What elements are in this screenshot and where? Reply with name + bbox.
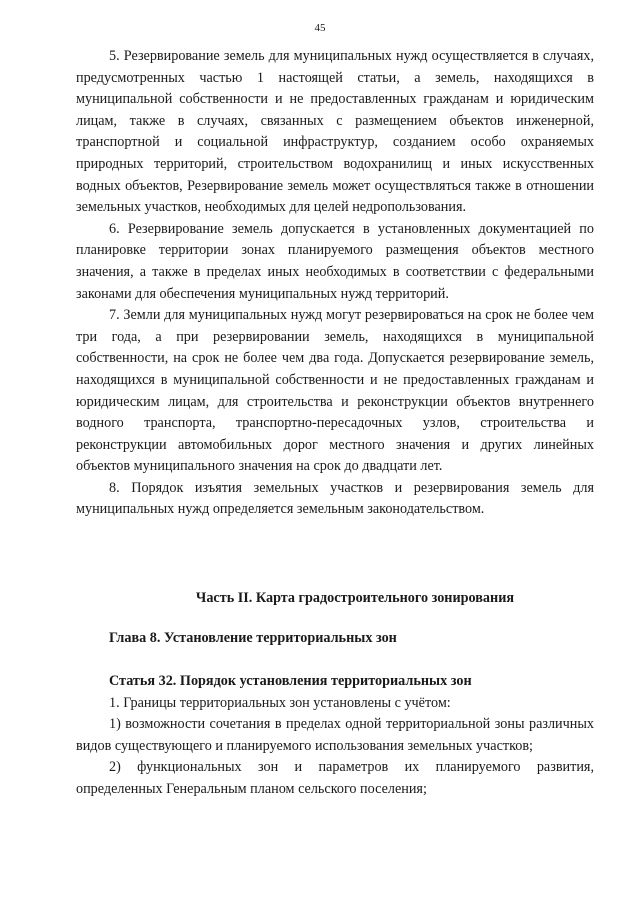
paragraph-7: 7. Земли для муниципальных нужд могут резервироваться на срок не более чем три года, а при резервировании земель, находящихся в муниципальной собственности, на срок не более чем два года. Допускается резервирование земель, находящихся в муниципальной собственности и не предоставленных гражданам и юридическим лицам, для строительства и реконструкции объектов внутреннего водного транспорта, транспортно-пересадочных узлов, строительства и реконструкции автомобильных дорог местного значения и других линейных объектов муниципального значения на срок до двадцати лет.: [76, 307, 594, 475]
chapter-heading: Глава 8. Установление территориальных зон: [109, 630, 397, 646]
part-heading: Часть II. Карта градостроительного зонирования: [195, 590, 515, 606]
article-item-1-2: 2) функциональных зон и параметров их планируемого развития, определенных Генеральным планом сельского поселения;: [76, 759, 594, 797]
paragraph-5: 5. Резервирование земель для муниципальных нужд осуществляется в случаях, предусмотренных частью 1 настоящей статьи, а земель, находящихся в муниципальной собственности и не предоставленных гражданам и юридическим лицам, также в случаях, связанных с размещением объектов инженерной, транспортной и социальной инфраструктур, созданием особо охраняемых природных территорий, строительством водохранилищ и иных искусственных водных объектов, Резервирование земель может осуществляться также в отношении земельных участков, необходимых для целей недропользования.: [76, 48, 594, 216]
body-text: [76, 46, 594, 521]
article-item-1: 1. Границы территориальных зон установлены с учётом:: [109, 694, 451, 711]
article-heading: Статья 32. Порядок установления территориальных зон: [109, 673, 472, 689]
article-item-1-1: 1) возможности сочетания в пределах одной территориальной зоны различных видов существующего и планируемого использования земельных участков;: [76, 716, 594, 754]
paragraph-8: 8. Порядок изъятия земельных участков и резервирования земель для муниципальных нужд определяется земельным законодательством.: [76, 479, 594, 518]
page-number: 45: [314, 22, 326, 34]
paragraph-6: 6. Резервирование земель допускается в установленных документацией по планировке территории зонах планируемого размещения объектов местного значения, а также в пределах иных необходимых в соответствии с федеральными законами для обеспечения муниципальных нужд территорий.: [76, 220, 594, 302]
article-section: [76, 671, 594, 801]
